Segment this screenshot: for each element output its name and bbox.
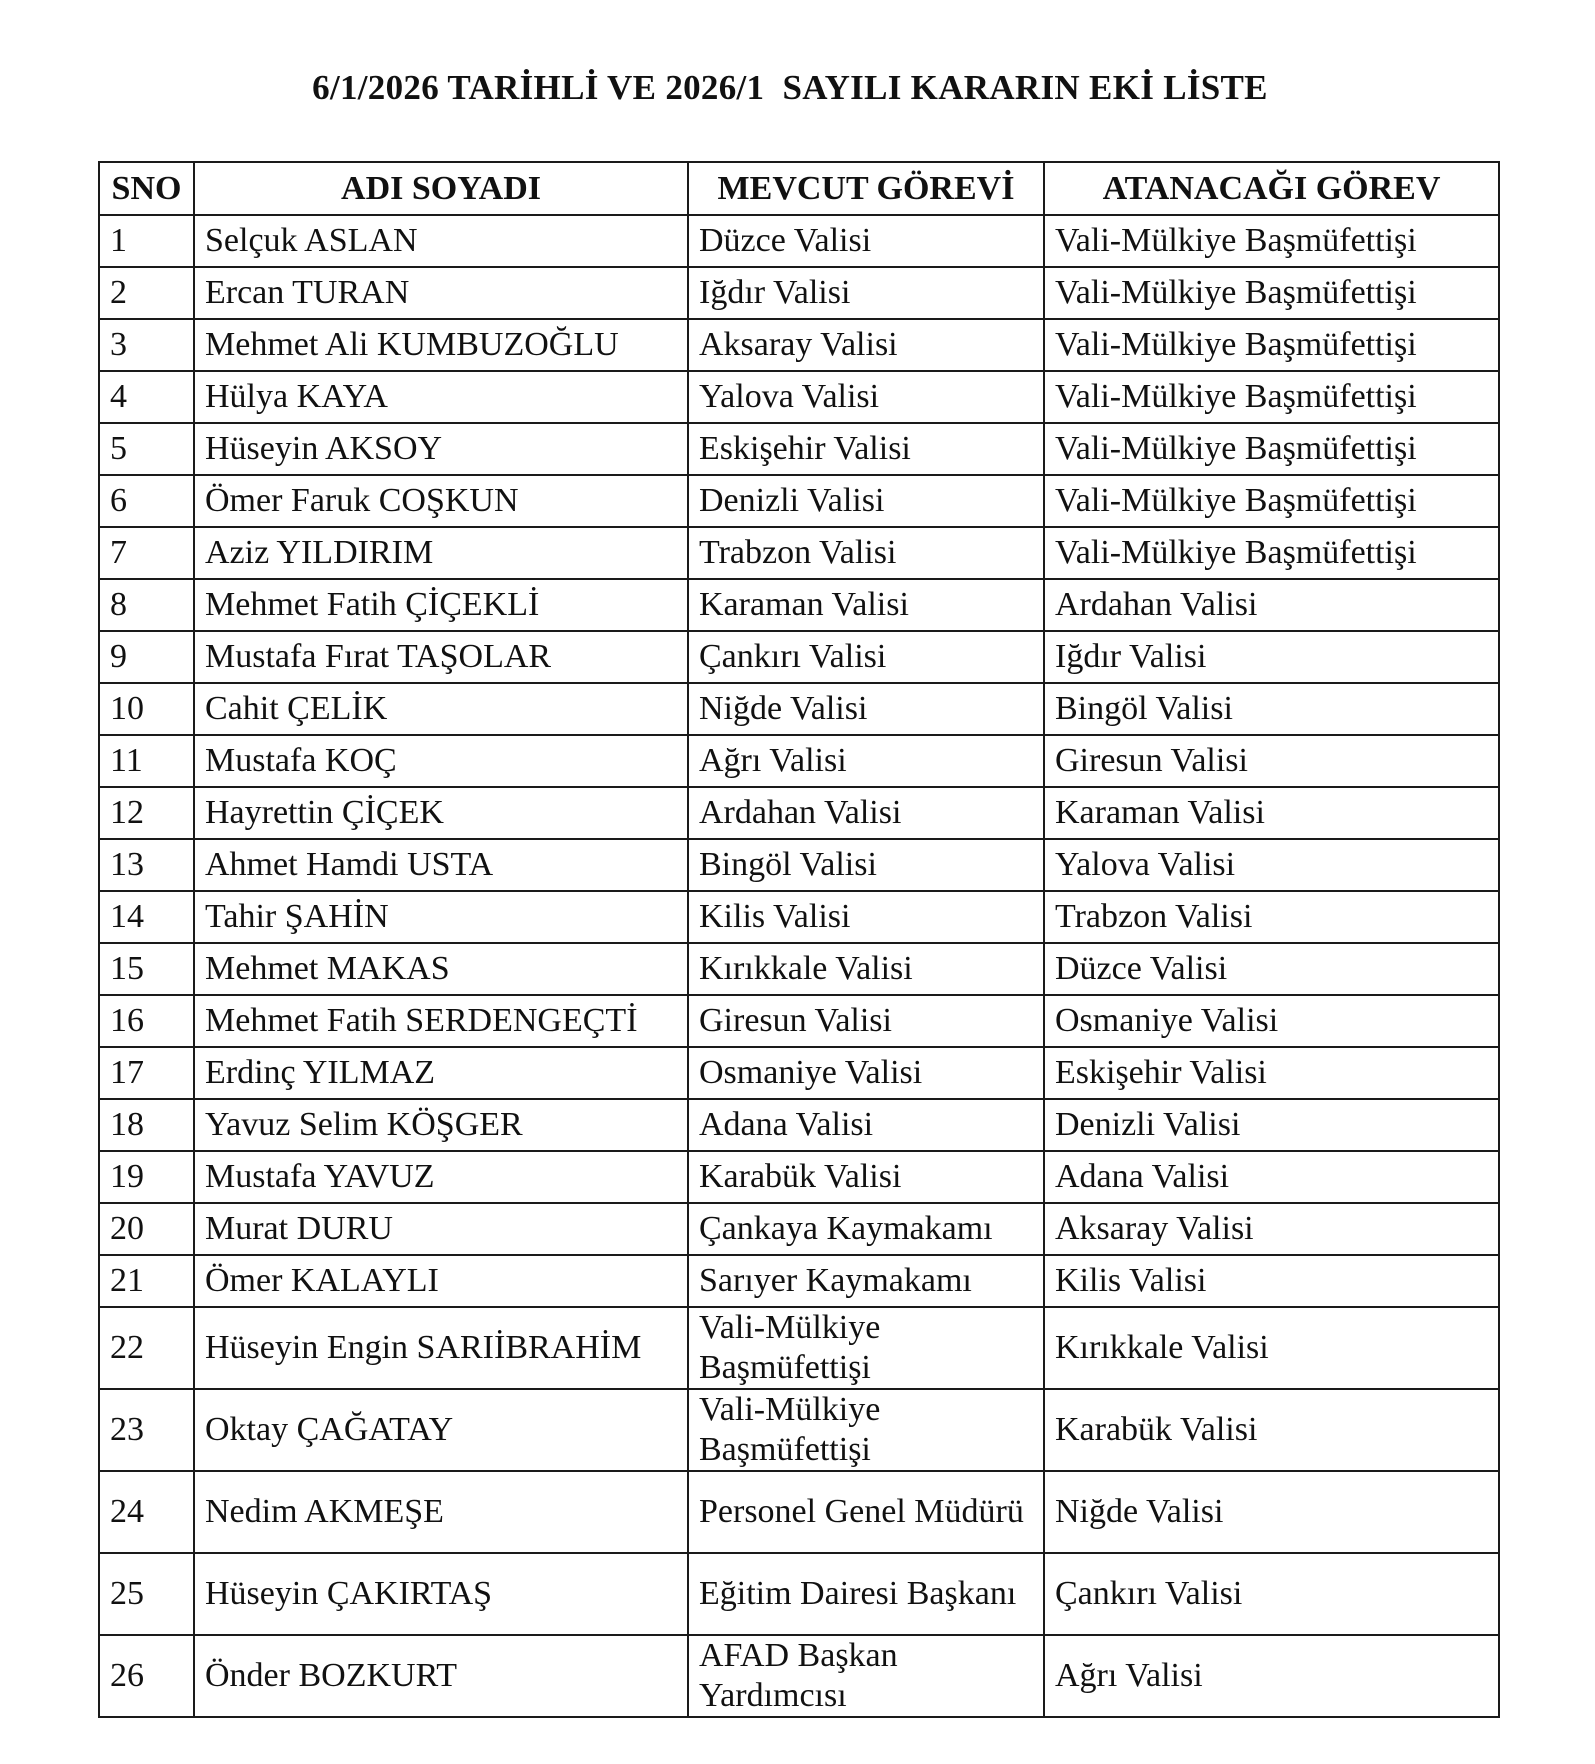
table-row xyxy=(99,735,1499,787)
cell-new-position: Ardahan Valisi xyxy=(1044,579,1499,631)
table-row xyxy=(99,1099,1499,1151)
cell-current-position: Osmaniye Valisi xyxy=(688,1047,1044,1099)
cell-new-position: Karabük Valisi xyxy=(1044,1389,1499,1471)
cell-name: Mehmet Fatih ÇİÇEKLİ xyxy=(194,579,688,631)
table-row xyxy=(99,527,1499,579)
cell-name: Mustafa Fırat TAŞOLAR xyxy=(194,631,688,683)
cell-new-position: Giresun Valisi xyxy=(1044,735,1499,787)
column-header-sno: SNO xyxy=(99,162,194,215)
cell-sno: 12 xyxy=(99,787,194,839)
cell-name: Hülya KAYA xyxy=(194,371,688,423)
cell-new-position: Düzce Valisi xyxy=(1044,943,1499,995)
table-row xyxy=(99,1553,1499,1635)
cell-name: Önder BOZKURT xyxy=(194,1635,688,1717)
cell-current-position: Bingöl Valisi xyxy=(688,839,1044,891)
table-row xyxy=(99,1203,1499,1255)
cell-current-position: Çankırı Valisi xyxy=(688,631,1044,683)
table-row xyxy=(99,1471,1499,1553)
cell-name: Selçuk ASLAN xyxy=(194,215,688,267)
cell-current-position: Aksaray Valisi xyxy=(688,319,1044,371)
table-row xyxy=(99,787,1499,839)
cell-new-position: Iğdır Valisi xyxy=(1044,631,1499,683)
document-title: 6/1/2026 TARİHLİ VE 2026/1 SAYILI KARARIN EKİ LİSTE xyxy=(312,68,1268,107)
table-row xyxy=(99,267,1499,319)
table-row xyxy=(99,475,1499,527)
table-row xyxy=(99,683,1499,735)
column-header-new-position: ATANACAĞI GÖREV xyxy=(1044,162,1499,215)
cell-name: Mehmet Ali KUMBUZOĞLU xyxy=(194,319,688,371)
table-row xyxy=(99,1151,1499,1203)
cell-sno: 20 xyxy=(99,1203,194,1255)
cell-sno: 26 xyxy=(99,1635,194,1717)
cell-name: Mustafa YAVUZ xyxy=(194,1151,688,1203)
table-row xyxy=(99,839,1499,891)
cell-sno: 5 xyxy=(99,423,194,475)
cell-current-position: Eskişehir Valisi xyxy=(688,423,1044,475)
cell-name: Hayrettin ÇİÇEK xyxy=(194,787,688,839)
table-row xyxy=(99,1307,1499,1389)
cell-current-position: Kırıkkale Valisi xyxy=(688,943,1044,995)
cell-name: Mustafa KOÇ xyxy=(194,735,688,787)
cell-new-position: Vali-Mülkiye Başmüfettişi xyxy=(1044,267,1499,319)
cell-sno: 11 xyxy=(99,735,194,787)
cell-name: Ömer KALAYLI xyxy=(194,1255,688,1307)
cell-sno: 17 xyxy=(99,1047,194,1099)
cell-current-position: Personel Genel Müdürü xyxy=(688,1471,1044,1553)
cell-current-position: Denizli Valisi xyxy=(688,475,1044,527)
cell-sno: 4 xyxy=(99,371,194,423)
cell-new-position: Vali-Mülkiye Başmüfettişi xyxy=(1044,371,1499,423)
cell-new-position: Denizli Valisi xyxy=(1044,1099,1499,1151)
cell-sno: 13 xyxy=(99,839,194,891)
table-row xyxy=(99,1047,1499,1099)
table-row xyxy=(99,1635,1499,1717)
cell-current-position: Düzce Valisi xyxy=(688,215,1044,267)
cell-sno: 23 xyxy=(99,1389,194,1471)
cell-sno: 18 xyxy=(99,1099,194,1151)
cell-new-position: Karaman Valisi xyxy=(1044,787,1499,839)
cell-new-position: Kırıkkale Valisi xyxy=(1044,1307,1499,1389)
cell-name: Ercan TURAN xyxy=(194,267,688,319)
cell-sno: 8 xyxy=(99,579,194,631)
cell-new-position: Vali-Mülkiye Başmüfettişi xyxy=(1044,215,1499,267)
table-row xyxy=(99,371,1499,423)
cell-new-position: Niğde Valisi xyxy=(1044,1471,1499,1553)
cell-current-position: Niğde Valisi xyxy=(688,683,1044,735)
cell-current-position: Karabük Valisi xyxy=(688,1151,1044,1203)
cell-sno: 10 xyxy=(99,683,194,735)
cell-name: Cahit ÇELİK xyxy=(194,683,688,735)
table-row xyxy=(99,943,1499,995)
column-header-name: ADI SOYADI xyxy=(194,162,688,215)
cell-name: Ahmet Hamdi USTA xyxy=(194,839,688,891)
cell-name: Yavuz Selim KÖŞGER xyxy=(194,1099,688,1151)
cell-name: Oktay ÇAĞATAY xyxy=(194,1389,688,1471)
cell-new-position: Osmaniye Valisi xyxy=(1044,995,1499,1047)
table-row xyxy=(99,891,1499,943)
table-row xyxy=(99,319,1499,371)
cell-sno: 24 xyxy=(99,1471,194,1553)
cell-name: Hüseyin AKSOY xyxy=(194,423,688,475)
cell-new-position: Eskişehir Valisi xyxy=(1044,1047,1499,1099)
cell-sno: 15 xyxy=(99,943,194,995)
cell-sno: 2 xyxy=(99,267,194,319)
table-row xyxy=(99,579,1499,631)
cell-name: Ömer Faruk COŞKUN xyxy=(194,475,688,527)
cell-new-position: Bingöl Valisi xyxy=(1044,683,1499,735)
cell-new-position: Vali-Mülkiye Başmüfettişi xyxy=(1044,475,1499,527)
cell-sno: 7 xyxy=(99,527,194,579)
cell-name: Mehmet MAKAS xyxy=(194,943,688,995)
cell-name: Nedim AKMEŞE xyxy=(194,1471,688,1553)
cell-current-position: Eğitim Dairesi Başkanı xyxy=(688,1553,1044,1635)
cell-new-position: Adana Valisi xyxy=(1044,1151,1499,1203)
cell-sno: 21 xyxy=(99,1255,194,1307)
cell-sno: 3 xyxy=(99,319,194,371)
table-header-row xyxy=(99,162,1499,215)
cell-name: Erdinç YILMAZ xyxy=(194,1047,688,1099)
cell-name: Mehmet Fatih SERDENGEÇTİ xyxy=(194,995,688,1047)
cell-sno: 1 xyxy=(99,215,194,267)
cell-sno: 6 xyxy=(99,475,194,527)
cell-name: Hüseyin ÇAKIRTAŞ xyxy=(194,1553,688,1635)
column-header-current-position: MEVCUT GÖREVİ xyxy=(688,162,1044,215)
table-row xyxy=(99,215,1499,267)
cell-sno: 22 xyxy=(99,1307,194,1389)
cell-new-position: Vali-Mülkiye Başmüfettişi xyxy=(1044,527,1499,579)
cell-current-position: Iğdır Valisi xyxy=(688,267,1044,319)
cell-new-position: Çankırı Valisi xyxy=(1044,1553,1499,1635)
cell-new-position: Aksaray Valisi xyxy=(1044,1203,1499,1255)
cell-current-position: Adana Valisi xyxy=(688,1099,1044,1151)
cell-current-position: Yalova Valisi xyxy=(688,371,1044,423)
cell-sno: 16 xyxy=(99,995,194,1047)
cell-sno: 14 xyxy=(99,891,194,943)
table-row xyxy=(99,1389,1499,1471)
cell-current-position: Sarıyer Kaymakamı xyxy=(688,1255,1044,1307)
cell-name: Tahir ŞAHİN xyxy=(194,891,688,943)
cell-new-position: Vali-Mülkiye Başmüfettişi xyxy=(1044,423,1499,475)
table-row xyxy=(99,423,1499,475)
cell-name: Hüseyin Engin SARIİBRAHİM xyxy=(194,1307,688,1389)
cell-new-position: Yalova Valisi xyxy=(1044,839,1499,891)
cell-new-position: Kilis Valisi xyxy=(1044,1255,1499,1307)
cell-current-position: Giresun Valisi xyxy=(688,995,1044,1047)
table-row xyxy=(99,995,1499,1047)
appointment-list-table xyxy=(98,161,1500,1718)
table-row xyxy=(99,1255,1499,1307)
cell-current-position: Vali-Mülkiye Başmüfettişi xyxy=(688,1307,1044,1389)
cell-current-position: Ağrı Valisi xyxy=(688,735,1044,787)
cell-new-position: Vali-Mülkiye Başmüfettişi xyxy=(1044,319,1499,371)
cell-sno: 9 xyxy=(99,631,194,683)
cell-current-position: Kilis Valisi xyxy=(688,891,1044,943)
cell-current-position: Karaman Valisi xyxy=(688,579,1044,631)
cell-current-position: Çankaya Kaymakamı xyxy=(688,1203,1044,1255)
cell-current-position: Ardahan Valisi xyxy=(688,787,1044,839)
cell-name: Aziz YILDIRIM xyxy=(194,527,688,579)
cell-current-position: Vali-Mülkiye Başmüfettişi xyxy=(688,1389,1044,1471)
cell-sno: 25 xyxy=(99,1553,194,1635)
cell-new-position: Trabzon Valisi xyxy=(1044,891,1499,943)
cell-sno: 19 xyxy=(99,1151,194,1203)
cell-new-position: Ağrı Valisi xyxy=(1044,1635,1499,1717)
cell-current-position: AFAD Başkan Yardımcısı xyxy=(688,1635,1044,1717)
cell-name: Murat DURU xyxy=(194,1203,688,1255)
cell-current-position: Trabzon Valisi xyxy=(688,527,1044,579)
table-row xyxy=(99,631,1499,683)
